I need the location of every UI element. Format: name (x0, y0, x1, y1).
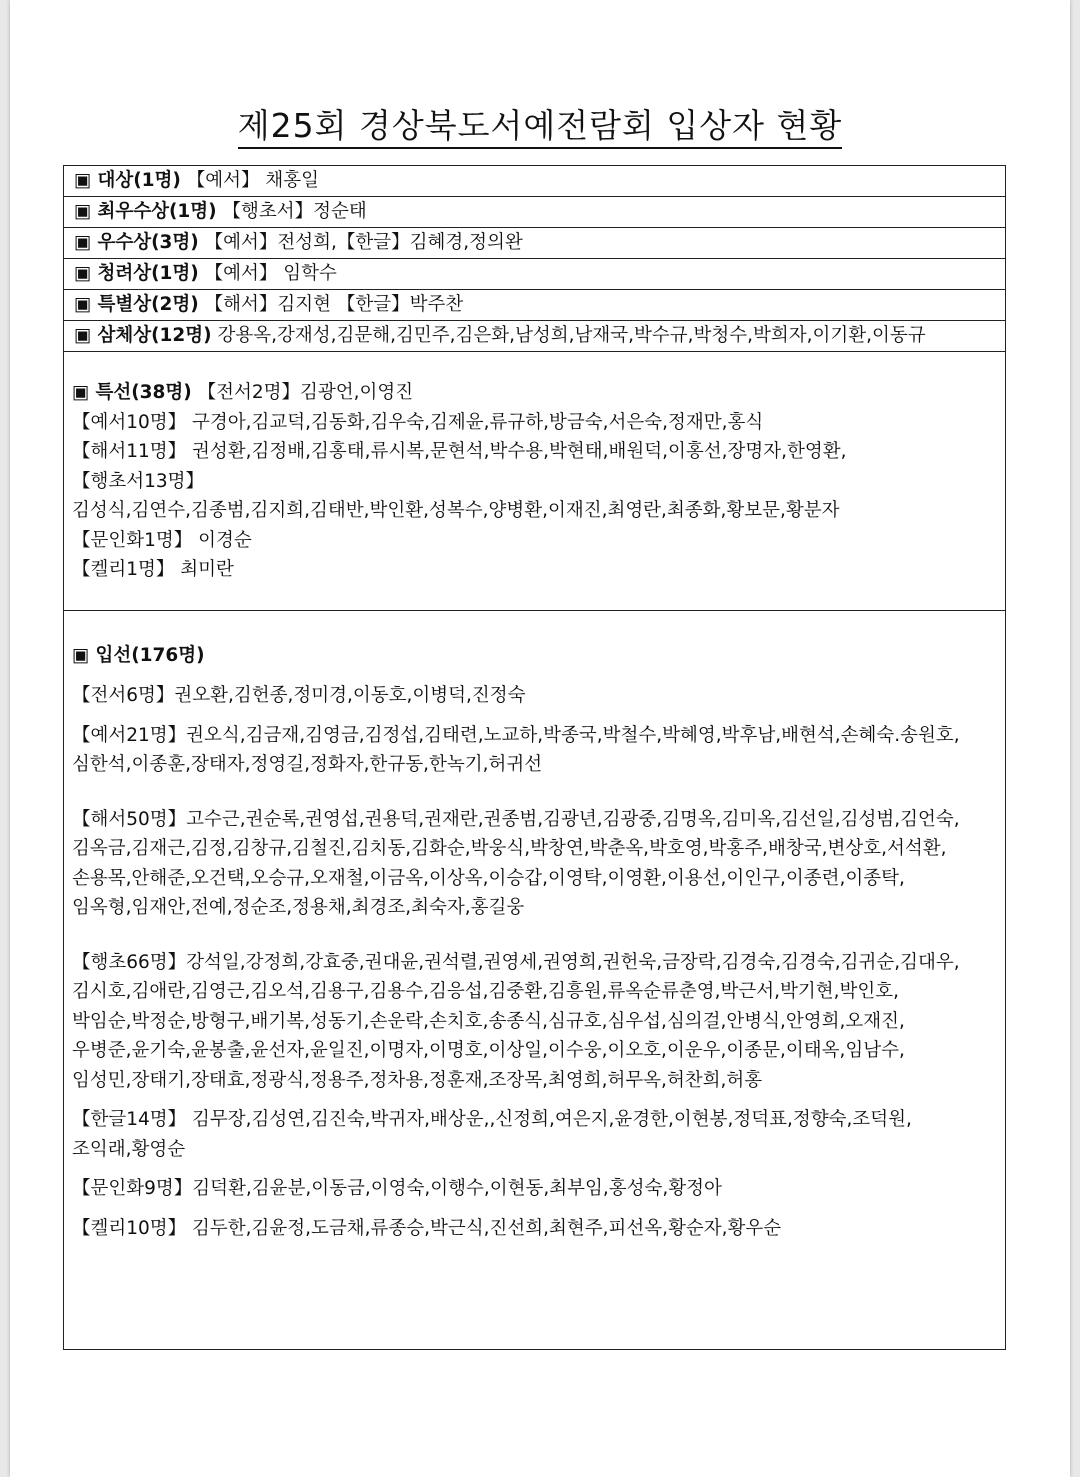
award-row-samche (64, 321, 1005, 352)
entry-line: 【행초66명】강석일,강정희,강효중,권대윤,권석렬,권영세,권영희,권헌욱,금장락,김경숙,김경숙,김귀순,김대우, (72, 951, 960, 973)
entry-line: 박임순,박정순,방형구,배기복,성동기,손운락,손치호,송종식,심규호,심우섭,심의걸,안병식,안영희,오재진, (72, 1010, 905, 1032)
bullet-icon: ▣ (74, 294, 92, 315)
award-row-cheongryeo (64, 259, 1005, 290)
entry-group-yeseo (72, 721, 995, 780)
award-detail: 【예서】 임학수 (204, 263, 337, 284)
award-name: 청려상(1명) (97, 263, 199, 284)
bullet-icon: ▣ (72, 645, 90, 666)
award-row-special (64, 290, 1005, 321)
award-name: 대상(1명) (97, 170, 181, 191)
special-line: 【예서10명】 구경아,김교덕,김동화,김우숙,김제윤,류규하,방금숙,서은숙,정재만,홍식 (72, 411, 764, 433)
award-row-grand (64, 166, 1005, 197)
entry-group-calli (72, 1214, 995, 1244)
award-detail: 【예서】 채홍일 (186, 170, 320, 191)
special-line: 【해서11명】 권성환,김정배,김홍태,류시복,문현석,박수용,박현태,배원덕,이홍선,장명자,한영환, (72, 441, 847, 462)
entry-line: 【전서6명】권오환,김헌종,정미경,이동호,이병덕,진정숙 (72, 685, 526, 706)
entry-line: 조익래,황영순 (72, 1138, 186, 1160)
bullet-icon: ▣ (74, 325, 92, 346)
entry-heading: 입선(176명) (95, 645, 205, 666)
entry-line: 【문인화9명】김덕환,김윤분,이동금,이영숙,이행수,이현동,최부임,홍성숙,황정아 (72, 1178, 722, 1199)
entry-line: 임성민,장태기,장태효,정광식,정용주,정차용,정훈재,조장목,최영희,허무옥,허찬희,허홍 (72, 1069, 763, 1091)
award-name: 삼체상(12명) (97, 325, 212, 346)
entry-group-haengcho (72, 948, 995, 1096)
entry-line: 심한석,이종훈,장태자,정영길,정화자,한규동,한녹기,허귀선 (72, 754, 543, 775)
special-selection-section (64, 352, 1005, 611)
entry-line: 【켈리10명】 김두한,김윤정,도금채,류종승,박근식,진선희,최현주,피선옥,황순자,황우순 (72, 1217, 782, 1239)
entry-group-jeonseo (72, 681, 995, 711)
bullet-icon: ▣ (74, 263, 92, 284)
special-heading: 특선(38명) (95, 382, 192, 403)
entry-line: 김옥금,김재근,김정,김창규,김철진,김치동,김화순,박웅식,박창연,박춘옥,박호영,박홍주,배창국,변상호,서석환, (72, 838, 947, 859)
entry-section (64, 611, 1005, 1349)
section-heading (72, 378, 995, 408)
award-detail: 【예서】전성희,【한글】김혜경,정의완 (204, 232, 523, 253)
entry-line: 우병준,윤기숙,윤봉출,윤선자,윤일진,이명자,이명호,이상일,이수웅,이오호,이운우,이종문,이태옥,임남수, (72, 1040, 905, 1061)
award-name: 최우수상(1명) (97, 201, 217, 222)
entry-line: 손용목,안해준,오건택,오승규,오재철,이금옥,이상옥,이승갑,이영탁,이영환,이용선,이인구,이종련,이종탁, (72, 867, 905, 889)
special-line: 【문인화1명】 이경순 (72, 529, 252, 551)
section-heading (72, 641, 995, 671)
award-detail: 【해서】김지현 【한글】박주찬 (204, 294, 464, 315)
award-name: 특별상(2명) (97, 294, 199, 315)
award-row-merit (64, 228, 1005, 259)
award-detail: 강용옥,강재성,김문해,김민주,김은화,남성희,남재국,박수규,박청수,박희자,이기환,이동규 (217, 325, 926, 346)
entry-line: 【해서50명】고수근,권순록,권영섭,권용덕,권재란,권종범,김광년,김광중,김명옥,김미옥,김선일,김성범,김언숙, (72, 808, 960, 830)
bullet-icon: ▣ (74, 232, 92, 253)
entry-line: 임옥형,임재안,전예,정순조,정용채,최경조,최숙자,홍길웅 (72, 897, 525, 918)
bullet-icon: ▣ (74, 201, 92, 222)
special-line: 【행초서13명】 (72, 470, 205, 492)
page-title-text: 제25회 경상북도서예전람회 입상자 현황 (238, 106, 843, 149)
entry-line: 김시호,김애란,김영근,김오석,김용구,김용수,김응섭,김중환,김흥원,류옥순류춘영,박근서,박기현,박인호, (72, 981, 900, 1002)
page-title (0, 100, 1080, 147)
entry-group-hangeul (72, 1105, 995, 1164)
special-line: 【전서2명】김광언,이영진 (197, 382, 414, 403)
bullet-icon: ▣ (72, 382, 90, 403)
award-name: 우수상(3명) (97, 232, 199, 253)
bullet-icon: ▣ (74, 170, 92, 191)
entry-line: 【한글14명】 김무장,김성연,김진숙,박귀자,배상운,,신정희,여은지,윤경한,이현봉,정덕표,정향숙,조덕원, (72, 1109, 912, 1130)
entry-group-haeseo (72, 805, 995, 923)
entry-group-munin (72, 1174, 995, 1204)
award-row-excellence (64, 197, 1005, 228)
special-line: 【켈리1명】 최미란 (72, 559, 234, 580)
awards-table (63, 165, 1006, 1350)
special-line: 김성식,김연수,김종범,김지희,김태반,박인환,성복수,양병환,이재진,최영란,최종화,황보문,황분자 (72, 500, 840, 521)
award-detail: 【행초서】정순태 (222, 201, 367, 222)
entry-line: 【예서21명】권오식,김금재,김영금,김정섭,김태련,노교하,박종국,박철수,박혜영,박후남,배현석,손혜숙.송원호, (72, 724, 960, 746)
